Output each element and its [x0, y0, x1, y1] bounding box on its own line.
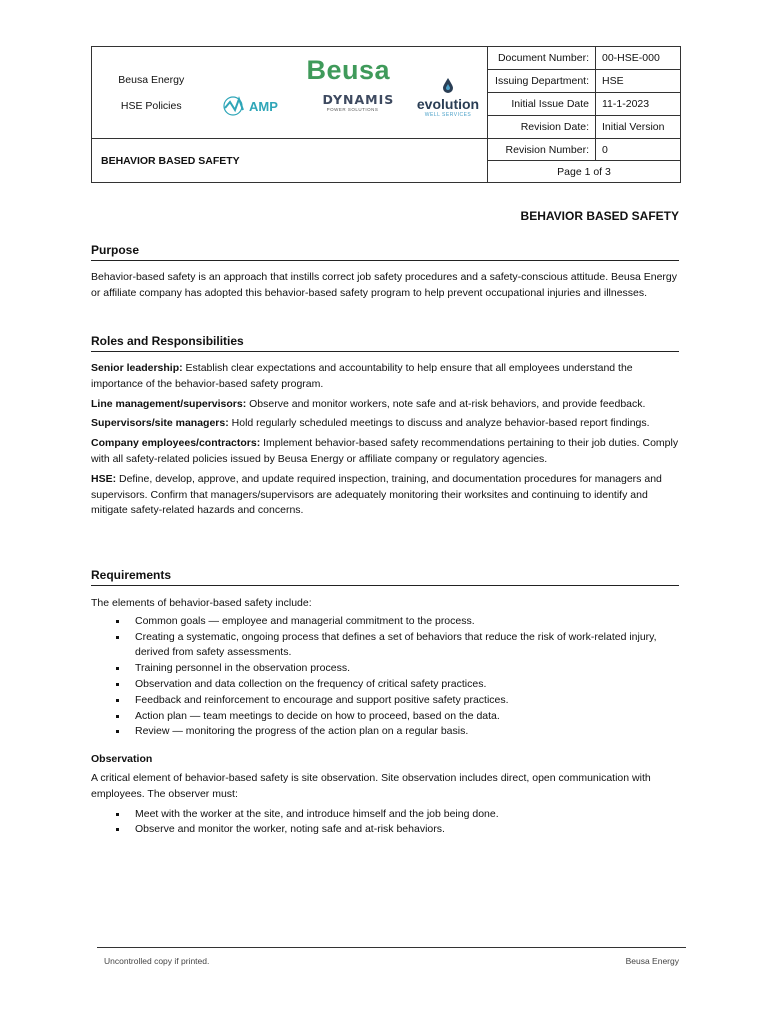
role-text: Implement behavior-based safety recommendations pertaining to their job duties. Comply with all safety-related policies issued by Beusa Energy or affiliate company or regulatory agencies.: [91, 437, 679, 465]
list-item: Common goals — employee and managerial commitment to the process.: [91, 614, 681, 630]
document-number-label: Document Number:: [488, 47, 596, 70]
evolution-logo: [416, 77, 481, 118]
evolution-logo-subtext: WELL SERVICES: [424, 112, 472, 118]
requirements-body: [91, 596, 681, 740]
beusa-logo: Beusa: [306, 55, 391, 85]
role-senior-leadership: [91, 361, 681, 393]
roles-list: [91, 361, 681, 523]
role-title: HSE:: [91, 472, 117, 485]
observation-list: [91, 807, 681, 839]
company-name-cell: [92, 47, 211, 139]
list-item: Action plan — team meetings to decide on how to proceed, based on the data.: [91, 709, 681, 725]
role-hse: [91, 472, 681, 519]
purpose-heading: Purpose: [91, 243, 679, 261]
role-supervisors: [91, 416, 681, 432]
list-item: Review — monitoring the progress of the action plan on a regular basis.: [91, 724, 681, 740]
observation-intro: A critical element of behavior-based safety is site observation. Site observation includes direct, open communication with employees. The observer must:: [91, 772, 651, 800]
role-title: Senior leadership:: [91, 362, 183, 374]
footer-divider: [97, 947, 686, 948]
drop-icon: [442, 77, 454, 93]
roles-heading: Roles and Responsibilities: [91, 334, 679, 352]
document-title: BEHAVIOR BASED SAFETY: [92, 139, 488, 183]
list-item: Meet with the worker at the site, and introduce himself and the job being done.: [91, 807, 681, 823]
document-header-table: [91, 46, 681, 183]
role-text: Establish clear expectations and accountability to help ensure that all employees understand the importance of the behavior-based safety program.: [91, 362, 633, 390]
revision-date-label: Revision Date:: [488, 116, 596, 139]
role-title: Supervisors/site managers:: [91, 417, 229, 430]
dynamis-logo-text: DYNAMIS: [322, 92, 395, 107]
role-title: Line management/supervisors:: [91, 397, 247, 410]
role-title: Company employees/contractors:: [91, 437, 261, 450]
issuing-department-label: Issuing Department:: [488, 70, 596, 93]
list-item: Observation and data collection on the frequency of critical safety practices.: [91, 677, 681, 693]
footer-disclaimer: Uncontrolled copy if printed.: [104, 956, 210, 966]
requirements-heading: Requirements: [91, 568, 679, 586]
company-name: Beusa Energy: [118, 73, 185, 86]
initial-issue-date-value: 11-1-2023: [596, 93, 681, 116]
list-item: Observe and monitor the worker, noting safe and at-risk behaviors.: [91, 822, 681, 838]
logos-cell: [211, 47, 488, 139]
issuing-department-value: HSE: [596, 70, 681, 93]
requirements-list: [91, 614, 681, 740]
list-item: Creating a systematic, ongoing process that defines a set of behaviors that reduce the risk of work-related injury, derived from safety assessments.: [91, 630, 681, 662]
requirements-intro: The elements of behavior-based safety include:: [91, 597, 312, 609]
dynamis-logo-subtext: POWER SOLUTIONS: [326, 107, 379, 112]
role-employees: [91, 436, 681, 468]
dynamis-logo: [322, 92, 395, 112]
role-text: Hold regularly scheduled meetings to discuss and analyze behavior-based report findings.: [228, 417, 650, 430]
initial-issue-date-label: Initial Issue Date: [488, 93, 596, 116]
role-text: Define, develop, approve, and update required inspection, training, and documentation procedures for managers and supervisors. Confirm that managers/supervisors are adequately monitoring their worksites and continuing to identify and mitigate safety-related hazards and concerns.: [91, 472, 662, 517]
amp-logo: [223, 95, 305, 117]
revision-number-value: 0: [596, 139, 681, 161]
list-item: Feedback and reinforcement to encourage and support positive safety practices.: [91, 693, 681, 709]
policy-group: HSE Policies: [120, 99, 182, 112]
revision-date-value: Initial Version: [596, 116, 681, 139]
observation-heading: Observation: [91, 753, 153, 765]
revision-number-label: Revision Number:: [488, 139, 596, 161]
role-text: Observe and monitor workers, note safe and at-risk behaviors, and provide feedback.: [246, 397, 646, 410]
observation-body: [91, 771, 681, 838]
role-line-management: [91, 397, 681, 413]
footer-company: Beusa Energy: [625, 956, 679, 966]
page-number: Page 1 of 3: [488, 161, 681, 183]
document-number-value: 00-HSE-000: [596, 47, 681, 70]
purpose-text: Behavior-based safety is an approach that instills correct job safety procedures and a safety-conscious attitude. Beusa Energy or affiliate company has adopted this behavior-based safety program to help prevent occupational injuries and illnesses.: [91, 271, 677, 299]
evolution-logo-text: evolution: [416, 96, 480, 112]
amp-logo-text: AMP: [248, 99, 278, 114]
list-item: Training personnel in the observation process.: [91, 661, 681, 677]
page-title: BEHAVIOR BASED SAFETY: [520, 209, 679, 223]
